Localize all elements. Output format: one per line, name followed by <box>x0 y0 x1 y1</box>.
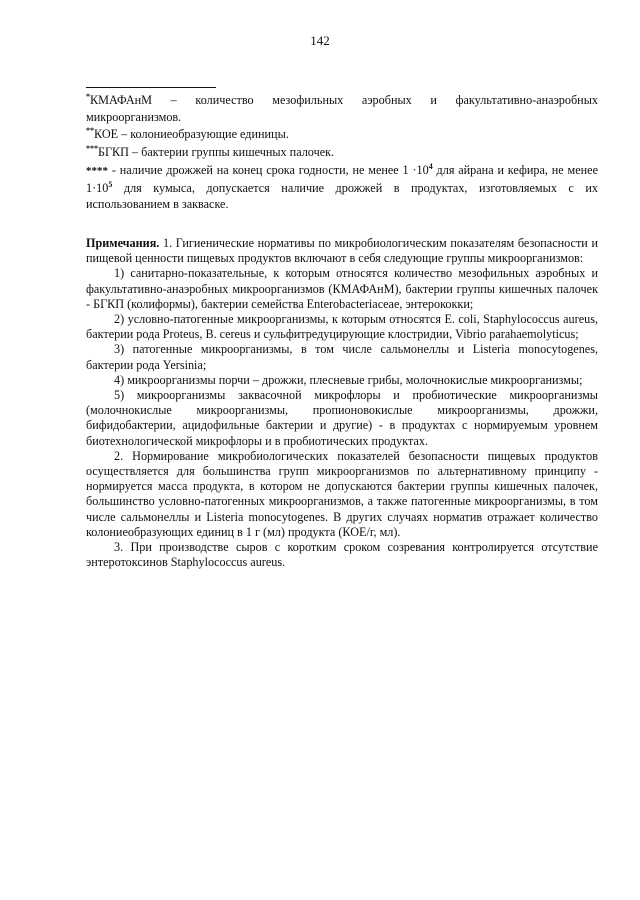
notes-item: 4) микроорганизмы порчи – дрожжи, плесневые грибы, молочнокислые микроорганизмы; <box>114 372 583 387</box>
notes-intro-text: 1. Гигиенические нормативы по микробиологическим показателям безопасности и пищевой ценности пищевых продуктов включают в себя следующие группы микроорганизмов: <box>86 236 598 266</box>
notes-intro <box>86 236 598 266</box>
footnote-marker: *** <box>86 143 98 153</box>
footnote-text: для айрана и кефира, не менее 1·10 <box>86 163 598 195</box>
footnote-text: БГКП – бактерии группы кишечных палочек. <box>98 144 335 159</box>
footnote-separator <box>86 87 216 88</box>
footnote-4 <box>86 162 598 213</box>
footnote-text: КМАФАнМ – количество мезофильных аэробных и факультативно-анаэробных микроорганизмов. <box>86 93 598 124</box>
notes-item: 3) патогенные микроорганизмы, в том числе сальмонеллы и Listeria monocytogenes, бактерии рода Yersinia; <box>86 342 598 372</box>
notes-section <box>86 236 598 570</box>
footnote-3 <box>86 144 598 161</box>
footnote-marker: **** <box>86 165 108 177</box>
notes-paragraph-2: 2. Нормирование микробиологических показателей безопасности пищевых продуктов осуществляется для большинства групп микроорганизмов по альтернативному принципу - нормируется масса продукта, в котором не допускаются бактерии группы кишечных палочек, большинство условно-патогенных микроорганизмов, а также патогенные микроорганизмы, в том числе сальмонеллы и Listeria monocytogenes. В других случаях норматив отражает количество колониеобразующих единиц в 1 г (мл) продукта (КОЕ/г, мл). <box>86 448 598 539</box>
exponent: 5 <box>108 179 113 189</box>
footnote-text: КОЕ – колониеобразующие единицы. <box>94 127 289 141</box>
footnote-text: для кумыса, допускается наличие дрожжей в продуктах, изготовляемых с их использованием в закваске. <box>86 180 598 211</box>
footnote-1 <box>86 92 598 125</box>
footnote-marker: ** <box>86 125 94 135</box>
footnote-text: - наличие дрожжей на конец срока годности, не менее 1 ·10 <box>108 163 429 177</box>
footnotes <box>86 92 598 214</box>
notes-paragraph-3: 3. При производстве сыров с коротким сроком созревания контролируется отсутствие энтеротоксинов Staphylococcus aureus. <box>86 540 598 570</box>
notes-item: 1) санитарно-показательные, к которым относятся количество мезофильных аэробных и факультативно-анаэробных микроорганизмов (КМАФАнМ), бактерии группы кишечных палочек - БГКП (колиформы), бактерии семейства Enterobacteriaceae, энтерококки; <box>86 266 598 311</box>
notes-heading: Примечания. <box>86 236 160 250</box>
exponent: 4 <box>428 161 433 171</box>
footnote-marker: * <box>86 91 90 101</box>
notes-item: 2) условно-патогенные микроорганизмы, к которым относятся E. coli, Staphylococcus aureus, бактерии рода Proteus, B. cereus и сульфитредуцирующие клостридии, Vibrio parahaemolyticus; <box>86 312 598 342</box>
page-number: 142 <box>310 33 330 48</box>
footnote-2 <box>86 126 598 143</box>
notes-item: 5) микроорганизмы заквасочной микрофлоры и пробиотические микроорганизмы (молочнокислые микроорганизмы, пропионовокислые микроорганизмы, дрожжи, бифидобактерии, ацидофильные бактерии и другие) - в продуктах с нормируемым уровнем биотехнологической микрофлоры и в пробиотических продуктах. <box>86 388 598 448</box>
